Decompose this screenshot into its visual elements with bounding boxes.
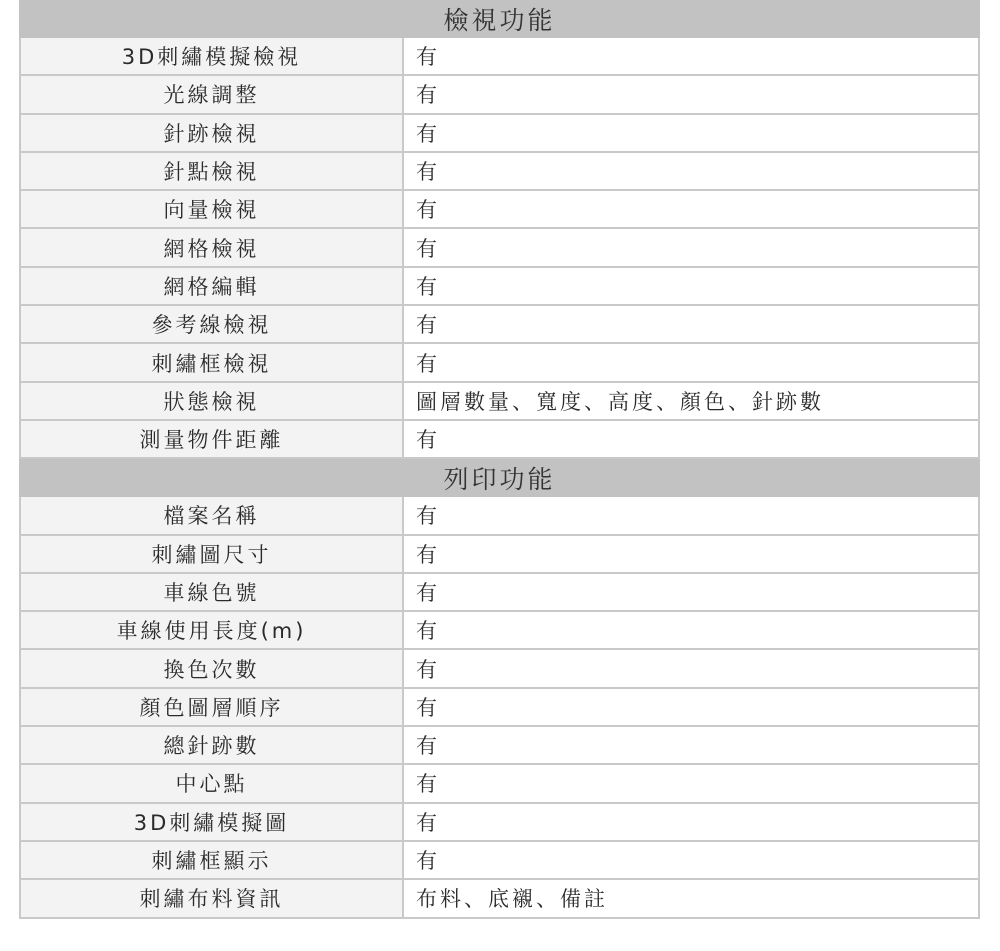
table-row — [19, 115, 980, 153]
table-row — [19, 153, 980, 191]
section-header-print: 列印功能 — [19, 459, 980, 497]
row-label: 刺繡圖尺寸 — [19, 536, 402, 574]
row-value: 有 — [402, 38, 980, 76]
row-value: 有 — [402, 115, 980, 153]
row-label: 中心點 — [19, 765, 402, 803]
row-label: 刺繡框顯示 — [19, 842, 402, 880]
row-label: 刺繡布料資訊 — [19, 880, 402, 918]
row-value: 有 — [402, 574, 980, 612]
row-value: 有 — [402, 765, 980, 803]
table-row — [19, 650, 980, 688]
table-row — [19, 842, 980, 880]
row-value: 有 — [402, 344, 980, 382]
row-value: 有 — [402, 497, 980, 535]
row-value: 有 — [402, 689, 980, 727]
row-label: 測量物件距離 — [19, 421, 402, 459]
row-label: 針點檢視 — [19, 153, 402, 191]
table-row — [19, 76, 980, 114]
table-row — [19, 689, 980, 727]
row-label: 網格編輯 — [19, 268, 402, 306]
row-value: 有 — [402, 842, 980, 880]
row-label: 網格檢視 — [19, 229, 402, 267]
row-value: 有 — [402, 76, 980, 114]
row-value: 有 — [402, 727, 980, 765]
row-label: 總針跡數 — [19, 727, 402, 765]
table-row — [19, 612, 980, 650]
table-row — [19, 574, 980, 612]
row-value: 有 — [402, 268, 980, 306]
row-label: 顏色圖層順序 — [19, 689, 402, 727]
table-row — [19, 344, 980, 382]
row-value: 有 — [402, 229, 980, 267]
row-label: 狀態檢視 — [19, 383, 402, 421]
table-row — [19, 536, 980, 574]
row-value: 有 — [402, 421, 980, 459]
table-row — [19, 765, 980, 803]
table-row — [19, 497, 980, 535]
row-label: 光線調整 — [19, 76, 402, 114]
table-row — [19, 804, 980, 842]
row-label: 3D刺繡模擬檢視 — [19, 38, 402, 76]
row-label: 車線使用長度(m) — [19, 612, 402, 650]
row-label: 換色次數 — [19, 650, 402, 688]
row-label: 向量檢視 — [19, 191, 402, 229]
table-row — [19, 727, 980, 765]
row-value: 圖層數量、寬度、高度、顏色、針跡數 — [402, 383, 980, 421]
table-row — [19, 191, 980, 229]
row-value: 有 — [402, 536, 980, 574]
row-value: 有 — [402, 650, 980, 688]
section-header-view: 檢視功能 — [19, 0, 980, 38]
table-row — [19, 229, 980, 267]
row-label: 參考線檢視 — [19, 306, 402, 344]
row-label: 針跡檢視 — [19, 115, 402, 153]
row-label: 刺繡框檢視 — [19, 344, 402, 382]
row-value: 布料、底襯、備註 — [402, 880, 980, 918]
row-label: 檔案名稱 — [19, 497, 402, 535]
row-value: 有 — [402, 191, 980, 229]
feature-table — [19, 0, 980, 919]
table-row — [19, 383, 980, 421]
table-row — [19, 306, 980, 344]
table-row — [19, 880, 980, 918]
row-value: 有 — [402, 153, 980, 191]
row-label: 3D刺繡模擬圖 — [19, 804, 402, 842]
table-row — [19, 421, 980, 459]
row-value: 有 — [402, 306, 980, 344]
table-row — [19, 268, 980, 306]
table-row — [19, 38, 980, 76]
row-value: 有 — [402, 612, 980, 650]
row-label: 車線色號 — [19, 574, 402, 612]
row-value: 有 — [402, 804, 980, 842]
